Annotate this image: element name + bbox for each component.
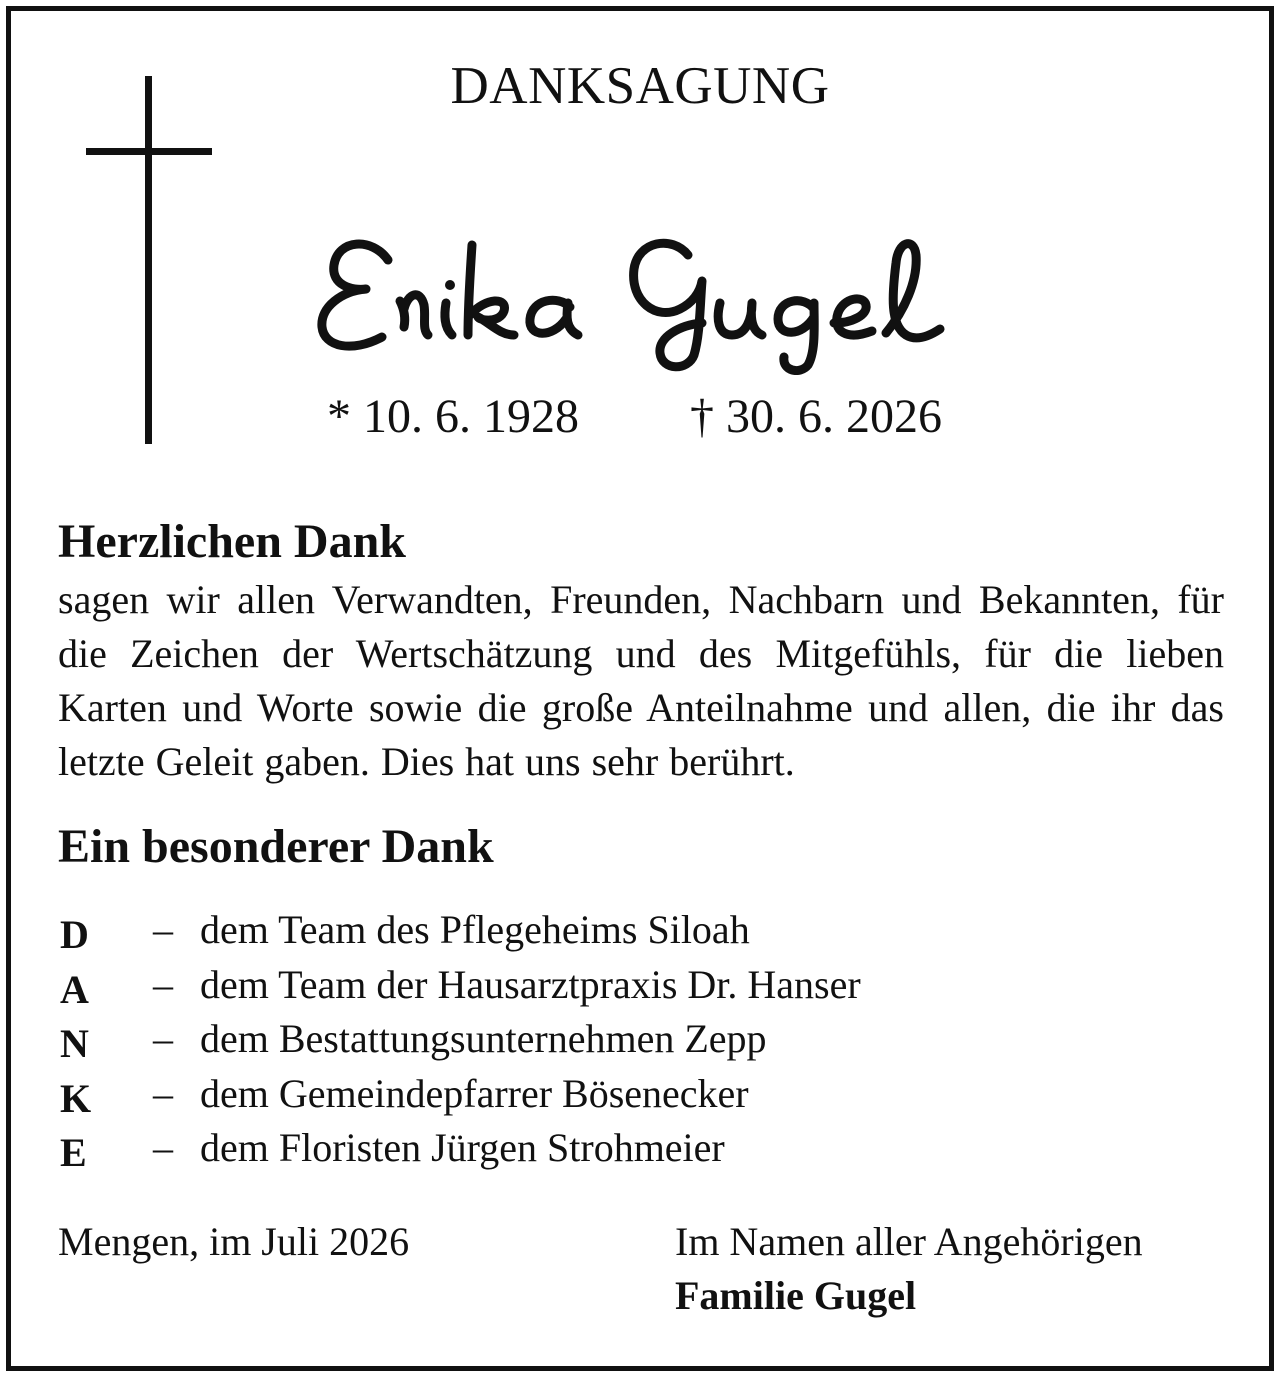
family-name: Familie Gugel — [675, 1273, 917, 1318]
cross-icon — [86, 76, 212, 444]
list-item — [58, 1012, 1158, 1067]
on-behalf-line: Im Namen aller Angehörigen — [675, 1219, 1143, 1264]
list-item-text: dem Floristen Jürgen Strohmeier — [200, 1125, 725, 1170]
svg-text:Erika Gugel: Erika Gugel — [642, 365, 648, 366]
list-dash: – — [153, 961, 173, 1007]
list-dash: – — [153, 1125, 173, 1170]
list-item-text: dem Team des Pflegeheims Siloah — [200, 907, 750, 952]
list-item — [58, 903, 1158, 958]
signature-block — [675, 1215, 1143, 1323]
list-item-text: dem Gemeindepfarrer Bösenecker — [200, 1070, 749, 1116]
list-dash: – — [153, 907, 173, 952]
death-date: † 30. 6. 2026 — [690, 390, 942, 443]
list-dash: – — [153, 1070, 173, 1116]
thanks-paragraph: sagen wir allen Verwandten, Freunden, Nachbarn und Bekannten, für die Zeichen der Wertschätzung und des Mitgefühls, für die lieben Karten und Worte sowie die große Anteilnahme und allen, die ihr das letzte Geleit gaben. Dies hat uns sehr berührt. — [58, 577, 1224, 784]
acrostic-letter: E — [60, 1130, 87, 1175]
list-item — [58, 1067, 1158, 1122]
list-item — [58, 1121, 1158, 1176]
acrostic-letter: K — [60, 1075, 92, 1121]
notice-heading: DANKSAGUNG — [450, 57, 830, 115]
birth-date: * 10. 6. 1928 — [327, 390, 579, 443]
acrostic-letter: A — [60, 966, 89, 1012]
list-item-text: dem Bestattungsunternehmen Zepp — [200, 1016, 767, 1061]
deceased-name-script — [300, 205, 990, 375]
list-item-text: dem Team der Hausarztpraxis Dr. Hanser — [200, 961, 861, 1007]
danke-acrostic-list — [58, 903, 1158, 1176]
list-dash: – — [153, 1016, 173, 1061]
thanks-title: Herzlichen Dank — [58, 515, 406, 568]
list-item — [58, 958, 1158, 1013]
acrostic-letter: D — [60, 912, 89, 957]
acrostic-letter: N — [60, 1021, 89, 1066]
place-and-date: Mengen, im Juli 2026 — [58, 1219, 410, 1264]
cross-vertical-bar — [145, 76, 152, 444]
cross-horizontal-bar — [86, 148, 212, 155]
special-thanks-title: Ein besonderer Dank — [58, 820, 494, 873]
